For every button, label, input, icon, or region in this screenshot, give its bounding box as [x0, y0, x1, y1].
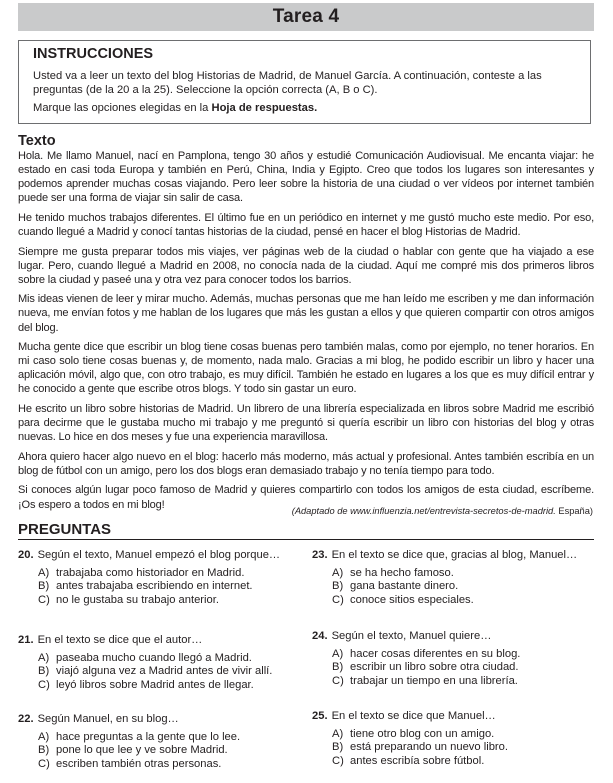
answer-options	[18, 652, 272, 693]
option-letter: A)	[332, 727, 344, 740]
answer-option-c[interactable]	[332, 755, 508, 769]
question-prompt: En el texto se dice que, gracias al blog, Manuel…	[331, 549, 578, 561]
answer-option-b[interactable]	[332, 580, 577, 594]
option-letter: B)	[332, 741, 344, 754]
answer-option-b[interactable]	[38, 744, 240, 758]
question-prompt-line	[312, 549, 577, 563]
option-text: hace preguntas a la gente que lo lee.	[56, 730, 241, 743]
answer-option-b[interactable]	[38, 665, 272, 679]
answer-options	[312, 648, 520, 689]
option-letter: B)	[38, 744, 50, 757]
questions-title: PREGUNTAS	[18, 521, 594, 540]
question-prompt-line	[18, 713, 240, 727]
question-prompt-line	[312, 630, 520, 644]
reading-text-title: Texto	[18, 133, 56, 149]
source-citation	[292, 505, 593, 517]
text-paragraph: He escrito un libro sobre historias de Madrid. Un librero de una librería especializada en libros sobre Madrid me escribió para decirme que le gustaba mucho mi trabajo y me preguntó si quería escribir un libro con historias del blog y otras nuevas. Lo hice en dos meses y fue una experiencia maravillosa.	[18, 403, 594, 444]
option-text: leyó libros sobre Madrid antes de llegar.	[56, 678, 254, 691]
option-text: antes escribía sobre fútbol.	[350, 754, 485, 767]
instructions-title: INSTRUCCIONES	[33, 46, 154, 62]
answer-sheet-label: Hoja de respuestas.	[211, 102, 318, 114]
option-letter: C)	[38, 757, 50, 770]
question-number: 21.	[18, 634, 34, 646]
question-prompt: Según Manuel, en su blog…	[37, 713, 179, 725]
instructions-box	[18, 40, 591, 124]
task-title: Tarea 4	[272, 6, 340, 27]
question-22	[18, 713, 240, 771]
option-letter: A)	[38, 566, 50, 579]
option-letter: B)	[332, 580, 344, 593]
option-text: trabajar un tiempo en una librería.	[350, 674, 518, 687]
option-text: tiene otro blog con un amigo.	[350, 727, 495, 740]
answer-option-a[interactable]	[332, 648, 520, 662]
source-citation-italic: (Adaptado de www.influenzia.net/entrevista-secretos-de-madrid.	[291, 506, 556, 516]
reading-text-section	[18, 133, 594, 517]
question-25	[312, 710, 508, 768]
question-23	[312, 549, 577, 607]
answer-option-b[interactable]	[332, 741, 508, 755]
option-letter: C)	[332, 674, 344, 687]
question-prompt: En el texto se dice que el autor…	[37, 634, 203, 646]
option-text: hacer cosas diferentes en su blog.	[350, 647, 521, 660]
instructions-paragraph: Usted va a leer un texto del blog Historias de Madrid, de Manuel García. A continuación, conteste a las preguntas (de la 20 a la 25). Seleccione la opción correcta (A, B o C).	[33, 70, 542, 96]
answer-option-c[interactable]	[332, 594, 577, 608]
answer-option-c[interactable]	[38, 679, 272, 693]
text-paragraph: Ahora quiero hacer algo nuevo en el blog: hacerlo más moderno, más actual y profesional. Antes también escribía en un blog de fútbol con un amigo, pero los dos blogs eran demasiado trabajo y no tenía tiempo para todo.	[18, 450, 594, 477]
option-letter: B)	[38, 665, 50, 678]
source-citation-country: España)	[555, 506, 593, 516]
option-text: no le gustaba su trabajo anterior.	[56, 593, 219, 606]
option-letter: B)	[332, 661, 344, 674]
option-text: escribir un libro sobre otra ciudad.	[350, 661, 519, 674]
answer-option-a[interactable]	[332, 567, 577, 581]
option-text: se ha hecho famoso.	[350, 566, 454, 579]
answer-option-c[interactable]	[38, 594, 280, 608]
option-letter: C)	[332, 593, 344, 606]
text-paragraph: Siempre me gusta preparar todos mis viajes, ver páginas web de la ciudad o hablar con gente que ha viajado a ese lugar. Pero, cuando llegué a Madrid en 2008, no conocía nada de la ciudad. Aquí me compré mis dos primeros libros sobre la ciudad y paseé una y otra vez para conocer todos los barrios.	[18, 245, 594, 286]
text-paragraph: He tenido muchos trabajos diferentes. El último fue en un periódico en internet y me gustó mucho este medio. Por eso, cuando llegué a Madrid y conocí tantas historias de la ciudad, pensé en hacer el blog Historias de Madrid.	[18, 211, 594, 238]
question-number: 25.	[312, 710, 328, 722]
answer-options	[312, 567, 577, 608]
question-20	[18, 549, 280, 607]
option-letter: A)	[38, 730, 50, 743]
option-text: conoce sitios especiales.	[350, 593, 474, 606]
answer-option-a[interactable]	[332, 728, 508, 742]
option-text: viajó alguna vez a Madrid antes de vivir allí.	[56, 665, 273, 678]
question-prompt-line	[312, 710, 508, 724]
option-text: trabajaba como historiador en Madrid.	[56, 566, 245, 579]
answer-option-c[interactable]	[38, 758, 240, 772]
answer-option-b[interactable]	[332, 661, 520, 675]
option-letter: B)	[38, 580, 50, 593]
question-24	[312, 630, 520, 688]
answer-options	[18, 731, 240, 772]
option-text: pone lo que lee y ve sobre Madrid.	[56, 744, 228, 757]
option-text: escriben también otras personas.	[56, 757, 222, 770]
option-letter: A)	[332, 566, 344, 579]
option-text: gana bastante dinero.	[350, 580, 459, 593]
answer-option-a[interactable]	[38, 652, 272, 666]
answer-option-c[interactable]	[332, 675, 520, 689]
question-prompt-line	[18, 549, 280, 563]
answer-option-b[interactable]	[38, 580, 280, 594]
text-paragraph: Mis ideas vienen de leer y mirar mucho. Además, muchas personas que me han leído me escriben y me dan información nueva, me envían fotos y me hablan de los lugares que más les gustan a ellos y que quieren compartir con otros amigos del blog.	[18, 293, 594, 334]
question-prompt: Según el texto, Manuel quiere…	[331, 630, 492, 642]
text-paragraph: Hola. Me llamo Manuel, nací en Pamplona, tengo 30 años y estudié Comunicación Audiovisual. Me encanta viajar: he estado en casi toda Europa y también en Perú, China, India y Egipto. Creo que todos los lugares son interesantes y podemos aprender muchas cosas viajando. Pero leer sobre la historia de una ciudad o ver vídeos por internet también puede ser una forma de viajar sin salir de casa.	[18, 150, 594, 205]
instructions-answer-sheet-note	[33, 101, 578, 115]
option-text: antes trabajaba escribiendo en internet.	[56, 580, 253, 593]
question-number: 24.	[312, 630, 328, 642]
option-letter: C)	[38, 593, 50, 606]
text-paragraph: Si conoces algún lugar poco famoso de Madrid y quieres compartirlo con todos los amigos de esta ciudad, escríbeme. ¡Os espero a todos en mi blog!	[18, 484, 594, 511]
instructions-note-text: Marque las opciones elegidas en la	[33, 102, 212, 114]
question-number: 23.	[312, 549, 328, 561]
text-paragraph: Mucha gente dice que escribir un blog tiene cosas buenas pero también malas, como por ejemplo, no tener horarios. En mi caso solo tiene cosas buenas y, de momento, nada malo. Gracias a mi blog, he podido escribir un libro y hacer una aplicación móvil, algo que, con otro trabajo, es muy difícil. También he estado en lugares a los que es muy difícil entrar y he conocido a gente que escribe otros blogs. Y todo sin gastar un euro.	[18, 341, 594, 396]
question-prompt: En el texto se dice que Manuel…	[331, 710, 496, 722]
option-text: paseaba mucho cuando llegó a Madrid.	[56, 651, 252, 664]
question-prompt: Según el texto, Manuel empezó el blog porque…	[37, 549, 281, 561]
option-letter: A)	[38, 651, 50, 664]
option-letter: C)	[38, 678, 50, 691]
option-letter: A)	[332, 647, 344, 660]
question-21	[18, 634, 272, 692]
question-number: 20.	[18, 549, 34, 561]
answer-option-a[interactable]	[38, 567, 280, 581]
answer-option-a[interactable]	[38, 731, 240, 745]
question-number: 22.	[18, 713, 34, 725]
answer-options	[312, 728, 508, 769]
task-header-bar	[18, 3, 594, 31]
question-prompt-line	[18, 634, 272, 648]
option-text: está preparando un nuevo libro.	[350, 741, 508, 754]
option-letter: C)	[332, 754, 344, 767]
answer-options	[18, 567, 280, 608]
